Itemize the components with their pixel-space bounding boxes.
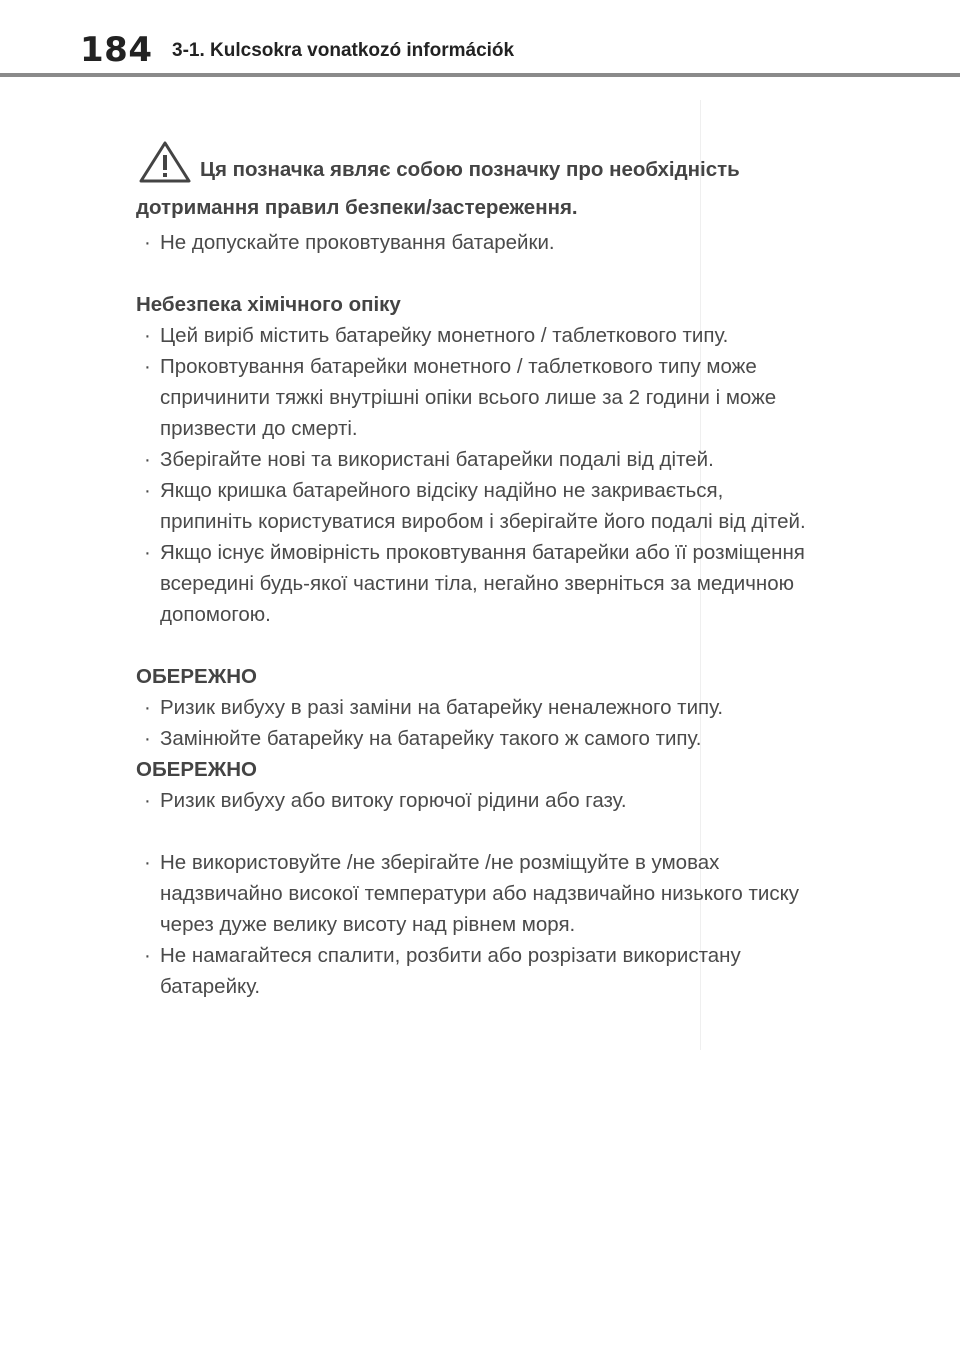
chemical-burn-heading: Небезпека хімічного опіку — [136, 293, 401, 316]
list-item-text: Ризик вибуху в разі заміни на батарейку неналежного типу. — [160, 696, 724, 719]
list-item-text: Не використовуйте /не зберігайте /не розміщуйте в умовах надзвичайно високої температури або надзвичайно низького тиску через дуже велику висоту над рівнем моря. — [160, 851, 800, 936]
bullet-mark: · — [144, 324, 151, 347]
list-item — [136, 692, 816, 723]
bullet-mark: · — [144, 851, 151, 874]
list-item — [136, 227, 816, 258]
spacer — [136, 630, 816, 661]
safety-notice-text: Ця позначка являє собою позначку про необхідність дотримання правил безпеки/застереження. — [136, 158, 740, 219]
bullet-mark: · — [144, 727, 151, 750]
caution-list-2 — [136, 785, 816, 816]
header-rule — [0, 73, 960, 77]
spacer — [136, 816, 816, 847]
bullet-mark: · — [144, 944, 151, 967]
list-item — [136, 351, 816, 444]
caution-heading-2: ОБЕРЕЖНО — [136, 758, 257, 781]
caution-list-1 — [136, 692, 816, 754]
spacer — [136, 258, 816, 289]
chemical-burn-list — [136, 320, 816, 630]
list-item-text: Ризик вибуху або витоку горючої рідини або газу. — [160, 789, 627, 812]
list-item-text: Цей виріб містить батарейку монетного / таблеткового типу. — [160, 324, 729, 347]
list-item-text: Не допускайте проковтування батарейки. — [160, 231, 555, 254]
bullet-mark: · — [144, 448, 151, 471]
list-item — [136, 723, 816, 754]
warning-triangle-icon — [138, 140, 192, 184]
list-item-text: Якщо кришка батарейного відсіку надійно не закривається, припиніть користуватися виробом і зберігайте його подалі від дітей. — [160, 479, 806, 533]
bullet-mark: · — [144, 789, 151, 812]
list-item — [136, 320, 816, 351]
general-list — [136, 847, 816, 1002]
bullet-mark: · — [144, 479, 151, 502]
bullet-mark: · — [144, 355, 151, 378]
list-item-text: Зберігайте нові та використані батарейки подалі від дітей. — [160, 448, 714, 471]
caution-heading-1: ОБЕРЕЖНО — [136, 665, 257, 688]
list-item — [136, 537, 816, 630]
list-item — [136, 475, 816, 537]
bullet-mark: · — [144, 541, 151, 564]
list-item-text: Не намагайтеся спалити, розбити або розрізати використану батарейку. — [160, 944, 741, 998]
list-item — [136, 847, 816, 940]
list-item-text: Проковтування батарейки монетного / таблеткового типу може спричинити тяжкі внутрішні опіки всього лише за 2 години і може призвести до смерті. — [160, 355, 777, 440]
list-item — [136, 940, 816, 1002]
page-header — [0, 0, 960, 78]
list-item — [136, 444, 816, 475]
list-item-text: Замінюйте батарейку на батарейку такого ж самого типу. — [160, 727, 702, 750]
list-item — [136, 785, 816, 816]
section-title: 3-1. Kulcsokra vonatkozó információk — [172, 40, 515, 61]
notice-list — [136, 227, 816, 258]
bullet-mark: · — [144, 231, 151, 254]
safety-notice-title — [136, 140, 816, 227]
bullet-mark: · — [144, 696, 151, 719]
list-item-text: Якщо існує ймовірність проковтування батарейки або її розміщення всередині будь-якої частини тіла, негайно зверніться за медичною допомогою. — [160, 541, 805, 626]
page-number: 184 — [80, 30, 153, 70]
main-content — [136, 140, 816, 1002]
